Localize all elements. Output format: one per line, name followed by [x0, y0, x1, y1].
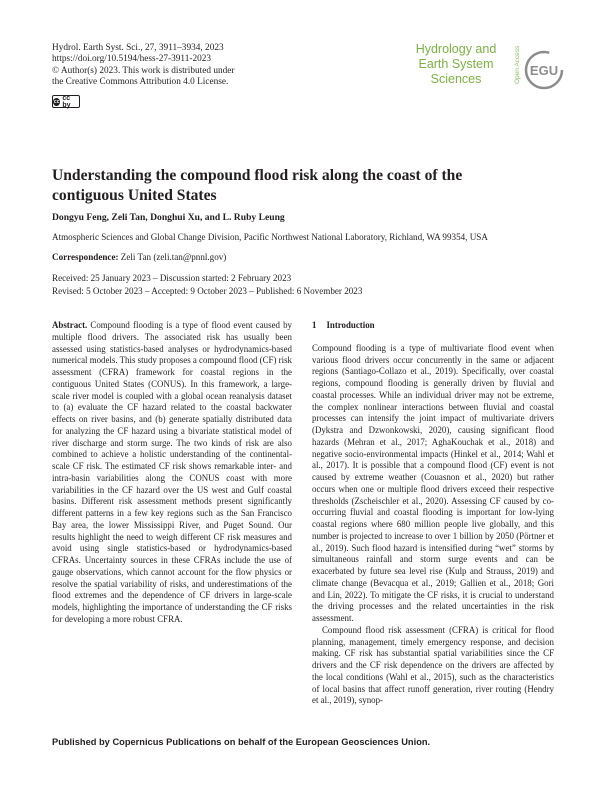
journal-logo [401, 42, 511, 87]
journal-name-line-3: Sciences [430, 72, 482, 86]
doi-link[interactable]: https://doi.org/10.5194/hess-27-3911-2023 [52, 54, 212, 65]
copyright-line: © Author(s) 2023. This work is distributed under [52, 65, 235, 76]
svg-text:EGU: EGU [529, 63, 559, 78]
publication-dates [52, 272, 362, 297]
journal-name-line-2: Earth System [418, 57, 494, 71]
affiliation: Atmospheric Sciences and Global Change Division, Pacific Northwest National Laboratory, Richland, WA 99354, USA [52, 232, 488, 242]
cc-license-icon[interactable]: cc cc by [52, 95, 80, 108]
abstract-text: Compound flooding is a type of flood event caused by multiple flood drivers. The associated risk has usually been assessed using statistics-based analyses or hydrodynamics-based numerical models. This study proposes a compound flood (CF) risk assessment (CFRA) framework for coastal regions in the contiguous United States (CONUS). In this framework, a large-scale river model is coupled with a global ocean reanalysis dataset to (a) evaluate the CF hazard related to the coastal backwater effects on river basins, and (b) generate spatially distributed data for analyzing the CF hazard using a bivariate statistical model of river discharge and storm surge. The two kinds of risk are also combined to achieve a holistic understanding of the continental-scale CF risk. The estimated CF risk shows remarkable inter- and intra-basin variabilities along the CONUS coast with more variabilities in the CF hazard over the US west and Gulf coastal basins. Different risk assessment methods present significantly different patterns in a few key regions such as the San Francisco Bay area, the lower Mississippi River, and Puget Sound. Our results highlight the need to weigh different CF risk measures and avoid using single statistics-based or hydrodynamics-based CFRAs. Uncertainty sources in these CFRAs include the use of gauge observations, which cannot account for the flow physics or resolve the spatial variability of risks, and underestimations of the flood extremes and the dependence of CF drivers in large-scale models, highlighting the importance of understanding the CF risks for developing a more robust CFRA. [52, 320, 292, 624]
abstract-label: Abstract. [52, 320, 88, 330]
section-heading [312, 320, 554, 332]
egu-logo-icon [524, 50, 564, 90]
abstract [52, 320, 292, 626]
correspondence-label: Correspondence: [52, 252, 119, 262]
correspondence [52, 252, 226, 262]
publisher-footer: Published by Copernicus Publications on behalf of the European Geosciences Union. [52, 737, 431, 747]
received-dates: Received: 25 January 2023 – Discussion started: 2 February 2023 [52, 273, 292, 283]
cc-badge-label: cc by [62, 94, 71, 109]
article-title: Understanding the compound flood risk along the coast of the contiguous United States [52, 167, 463, 204]
intro-paragraph-2: Compound flood risk assessment (CFRA) is critical for flood planning, management, timely emergency response, and decision making. CF risk has substantial spatial variabilities since the CF drivers and the CF risk dependence on the drivers are affected by the local conditions (Wahl et al., 2015), such as the characteristics of local basins that affect runoff generation, river routing (Hendry et al., 2019), synop- [312, 624, 554, 706]
citation-line: Hydrol. Earth Syst. Sci., 27, 3911–3934, 2023 [52, 43, 224, 53]
journal-name-line-1: Hydrology and [415, 42, 497, 56]
introduction-section [312, 320, 554, 707]
author-list: Dongyu Feng, Zeli Tan, Donghui Xu, and L. Ruby Leung [52, 212, 285, 223]
open-access-label: Open Access [514, 45, 521, 85]
revised-dates: Revised: 5 October 2023 – Accepted: 9 October 2023 – Published: 6 November 2023 [52, 285, 363, 296]
intro-paragraph-1: Compound flooding is a type of multivariate flood event when various flood drivers occur concurrently in the same or adjacent regions (Santiago-Collazo et al., 2019). Specifically, over coastal regions, compound flooding is generally driven by fluvial and coastal processes. While an individual driver may not be extreme, the complex nonlinear interactions between fluvial and coastal processes can intensify the joint impact of multivariate drivers (Dykstra and Dzwonkowski, 2020), causing significant flood hazards (Mehran et al., 2017; AghaKouchak et al., 2018) and negative socio-environmental impacts (Hinkel et al., 2014; Wahl et al., 2017). It is possible that a compound flood (CF) event is not caused by extreme weather (Couasnon et al., 2020) but rather occurs when one or multiple flood drivers exceed their respective thresholds (Zscheischler et al., 2020). Assessing CF caused by co-occurring fluvial and coastal flooding is important for low-lying coastal regions where 680 million people live globally, and this number is projected to increase to over 1 billion by 2050 (Pörtner et al., 2019). Such flood hazard is intensified during “wet” storms by simultaneous rainfall and storm surge events and can be exacerbated by future sea level rise (Kulp and Strauss, 2019) and climate change (Bevacqua et al., 2019; Gallien et al., 2018; Gori and Lin, 2022). To mitigate the CF risks, it is crucial to understand the driving processes and the related uncertainties in the risk assessment. [312, 342, 554, 623]
correspondence-email[interactable]: Zeli Tan (zeli.tan@pnnl.gov) [118, 252, 227, 262]
license-line: the Creative Commons Attribution 4.0 License. [52, 77, 229, 88]
section-title: Introduction [326, 320, 375, 330]
journal-header [52, 43, 235, 89]
section-number: 1 [312, 320, 317, 330]
